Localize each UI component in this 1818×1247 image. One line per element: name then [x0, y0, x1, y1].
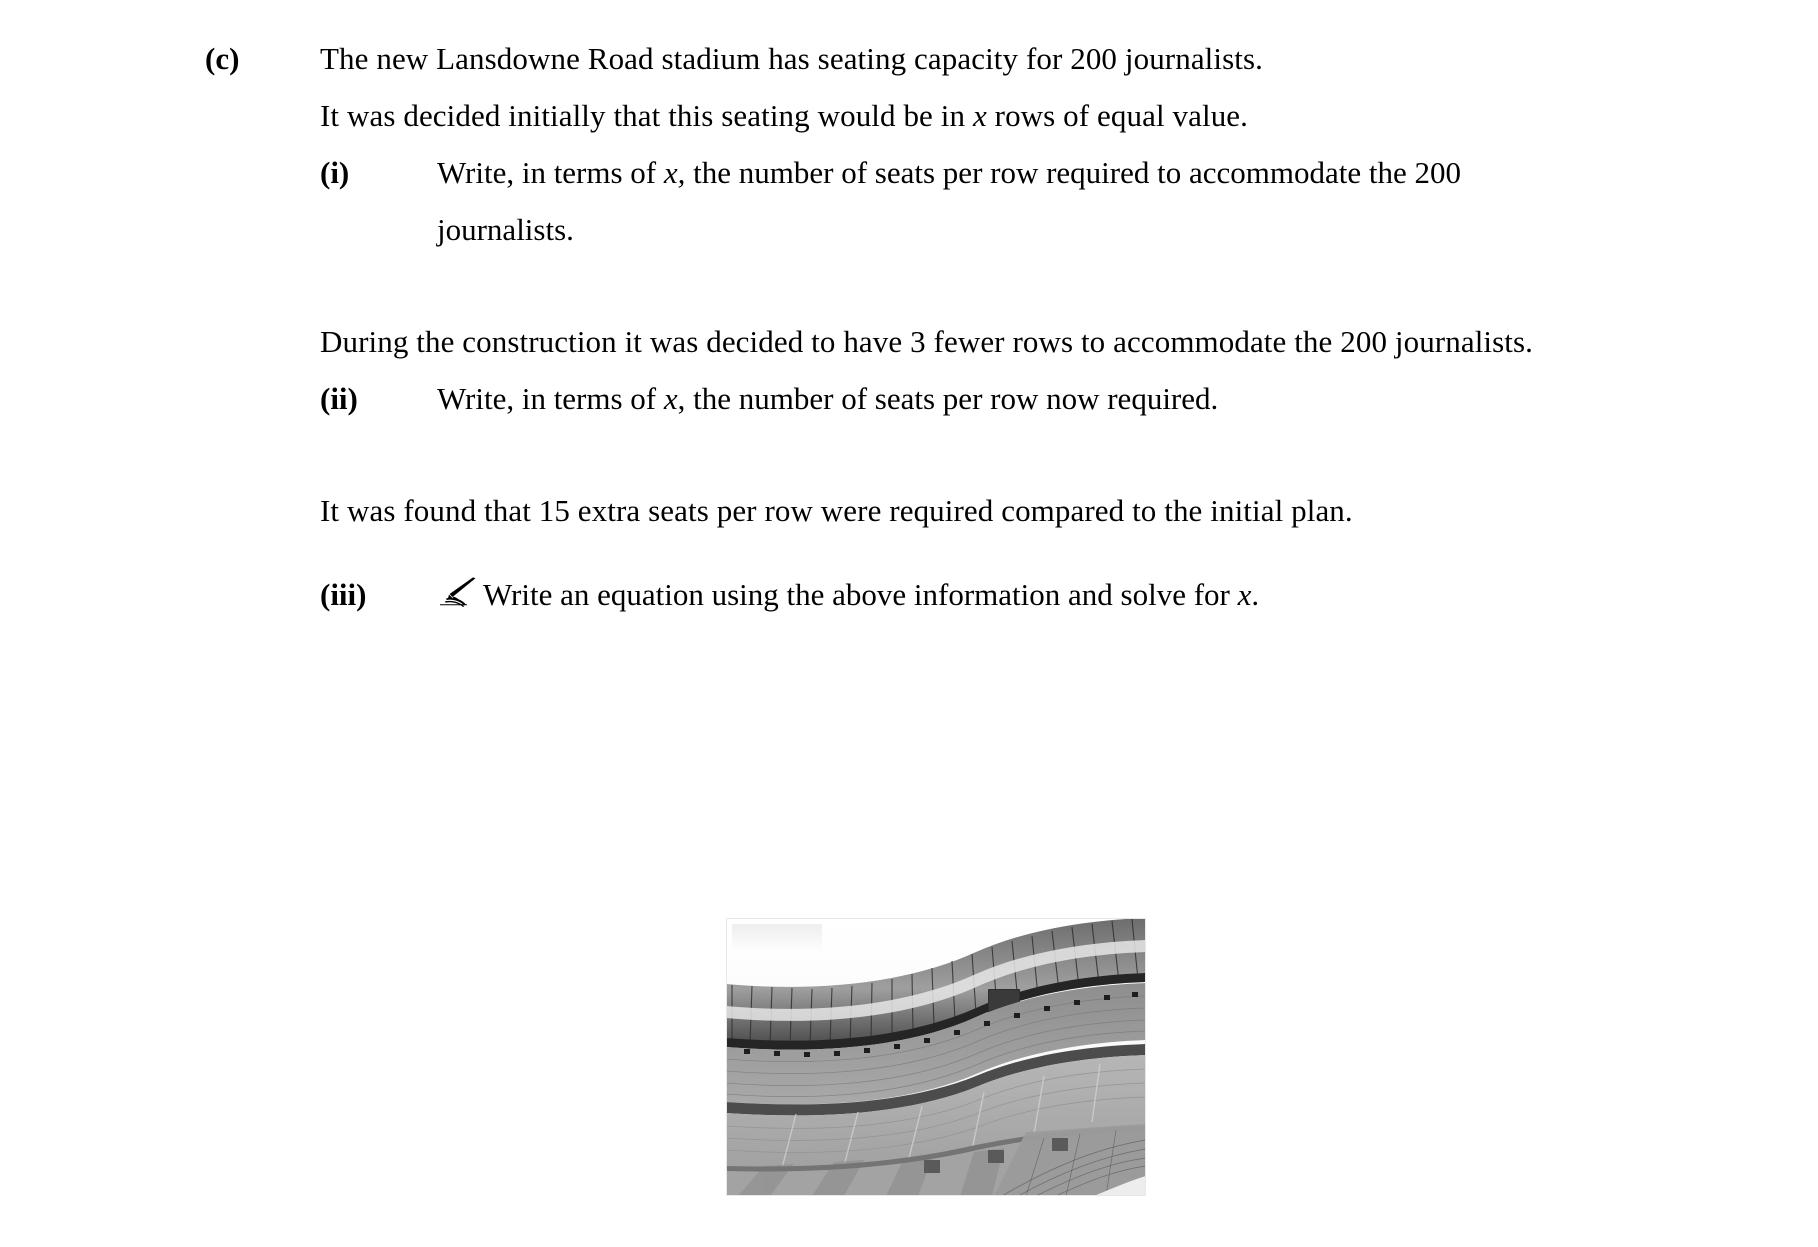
part-label-c: (c) [205, 41, 240, 76]
intro-line-2-text-before: It was decided initially that this seating would be in [320, 98, 973, 133]
sub-i-text-after: the number of seats per row required to accommodate the 200 journalists. [437, 155, 1461, 247]
spacer-3 [320, 539, 1605, 566]
question-intro-row [205, 30, 1605, 623]
question-body [320, 30, 1605, 623]
sub-iii-text-before: Write an equation using the above information and solve for [483, 577, 1238, 612]
sub-text-i [437, 144, 1605, 258]
sub-question-ii [320, 370, 1605, 427]
spacer-2 [320, 427, 1605, 482]
question-part-c [205, 30, 1605, 623]
sub-iii-text [483, 566, 1259, 623]
sub-iii-variable: x [1237, 577, 1252, 612]
sub-ii-text-before: Write, in terms of [437, 381, 664, 416]
sub-label-i: (i) [320, 155, 350, 190]
intro-line-2-variable: x [972, 98, 987, 133]
spacer-1 [320, 258, 1605, 313]
sub-ii-text-after: , the number of seats per row now required. [677, 381, 1219, 416]
writing-hand-icon [437, 577, 483, 607]
paragraph-3: It was found that 15 extra seats per row were required compared to the initial plan. [320, 493, 1353, 528]
sub-label-ii: (ii) [320, 381, 358, 416]
intro-line-1: The new Lansdowne Road stadium has seating capacity for 200 journalists. [320, 41, 1263, 76]
sub-ii-variable: x [663, 381, 678, 416]
sub-question-iii [320, 566, 1605, 623]
sub-label-iii: (iii) [320, 577, 367, 612]
stadium-photo [726, 918, 1146, 1196]
sub-i-text-before: Write, in terms of [437, 155, 664, 190]
sub-text-iii [437, 566, 1605, 623]
sub-question-i [320, 144, 1605, 258]
stadium-photo-graphic [726, 918, 1146, 1196]
sub-i-variable: x, [663, 155, 686, 190]
sub-text-ii [437, 370, 1605, 427]
intro-line-2 [320, 87, 1605, 144]
paragraph-2: During the construction it was decided to have 3 fewer rows to accommodate the 200 journalists. [320, 324, 1534, 359]
sub-iii-text-after: . [1251, 577, 1260, 612]
intro-line-2-text-after: rows of equal value. [986, 98, 1249, 133]
